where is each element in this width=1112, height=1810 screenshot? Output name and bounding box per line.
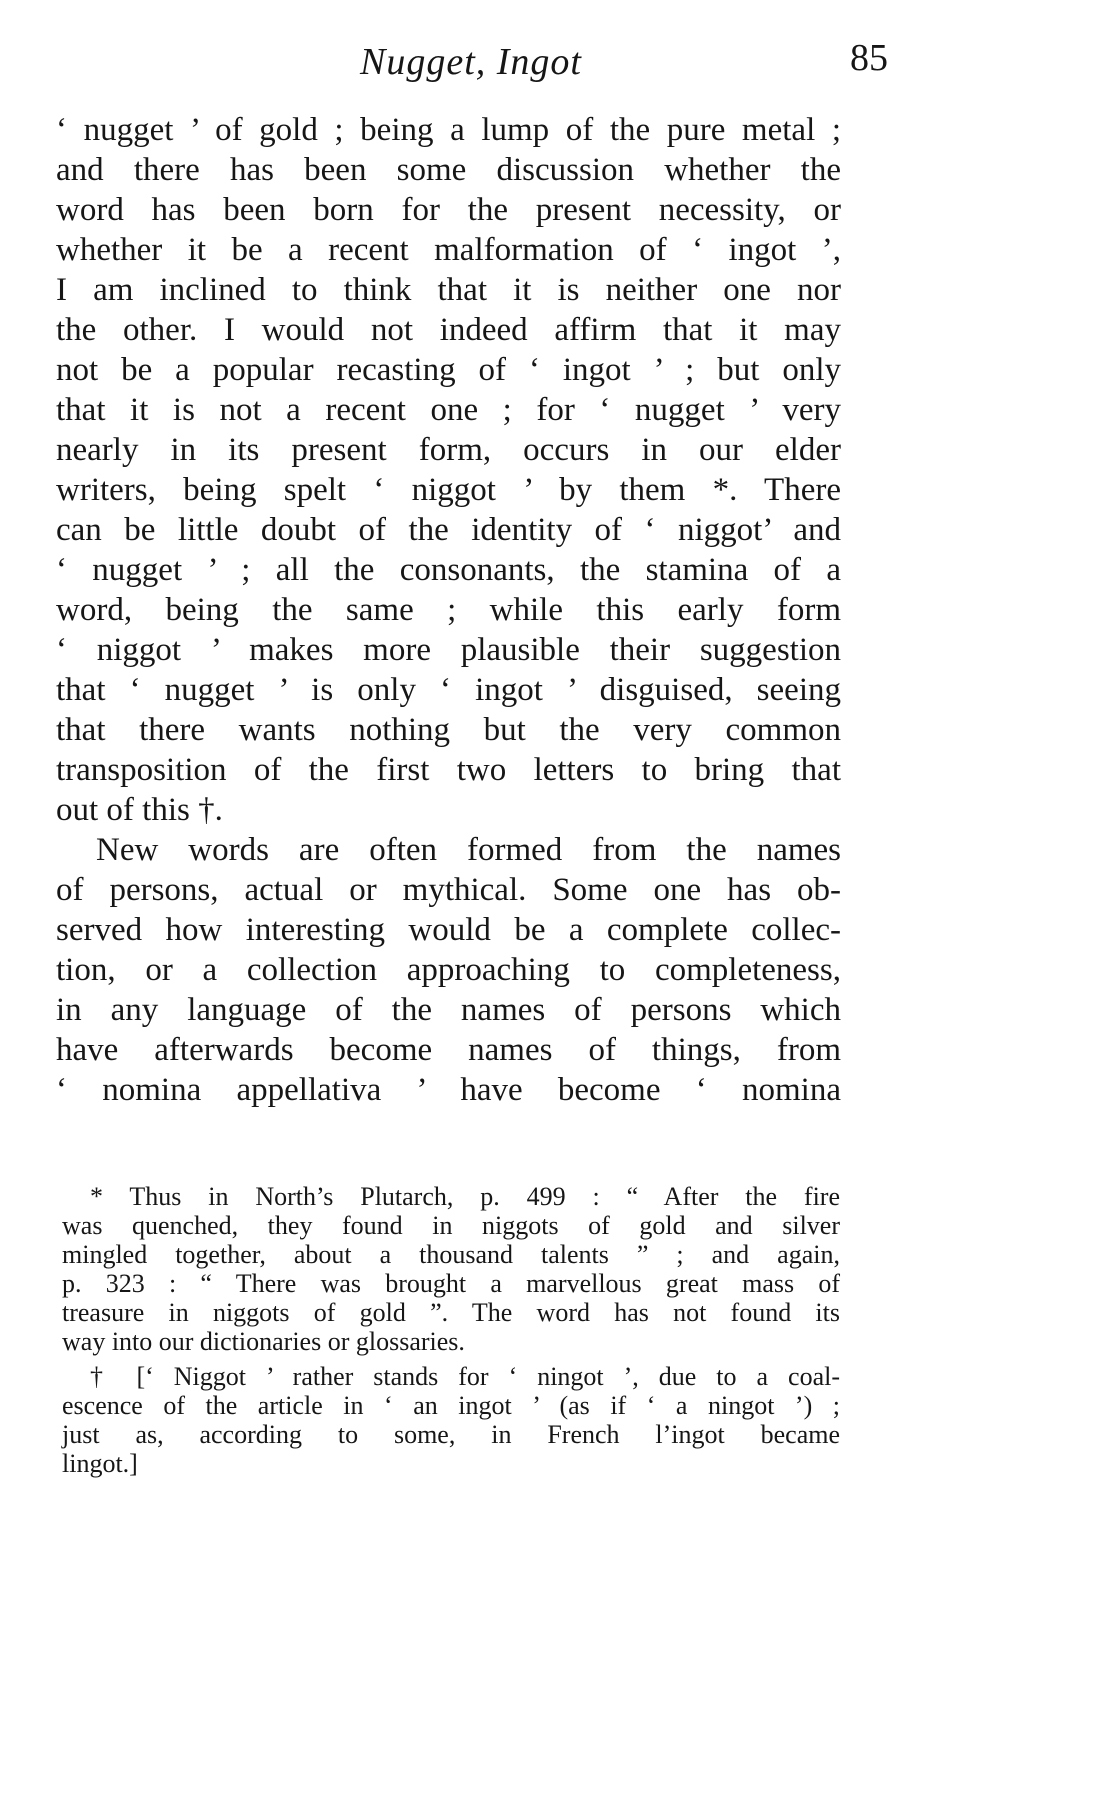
footnote-line: way into our dictionaries or glossaries. — [62, 1327, 465, 1356]
footnote-line: escence of the article in ‘ an ingot ’ (as if ‘ a ningot ’) ; — [62, 1391, 840, 1420]
body-line: nearly in its present form, occurs in our elder — [56, 432, 841, 468]
body-line: can be little doubt of the identity of ‘ niggot’ and — [56, 512, 841, 548]
paragraph-end-line: out of this †. — [56, 792, 223, 828]
running-title: Nugget, Ingot — [360, 41, 582, 83]
body-line: writers, being spelt ‘ niggot ’ by them *. There — [56, 472, 841, 508]
body-line: and there has been some discussion whether the — [56, 152, 841, 188]
running-head — [60, 36, 960, 86]
body-line: that ‘ nugget ’ is only ‘ ingot ’ disguised, seeing — [56, 672, 841, 708]
body-line: that it is not a recent one ; for ‘ nugget ’ very — [56, 392, 841, 428]
body-text — [56, 110, 841, 1110]
body-line: word, being the same ; while this early form — [56, 592, 841, 628]
footnote-line: lingot.] — [62, 1449, 138, 1478]
paragraph-start-line: New words are often formed from the names — [96, 832, 841, 868]
body-line: word has been born for the present necessity, or — [56, 192, 841, 228]
footnote-line: † [‘ Niggot ’ rather stands for ‘ ningot ’, due to a coal- — [90, 1362, 840, 1391]
body-line: the other. I would not indeed affirm that it may — [56, 312, 841, 348]
footnote-line: was quenched, they found in niggots of gold and silver — [62, 1211, 840, 1240]
footnote-line: just as, according to some, in French l’ingot became — [62, 1420, 840, 1449]
body-line: transposition of the first two letters to bring that — [56, 752, 841, 788]
body-line: that there wants nothing but the very common — [56, 712, 841, 748]
footnote-line: * Thus in North’s Plutarch, p. 499 : “ After the fire — [90, 1182, 840, 1211]
footnote-line: mingled together, about a thousand talents ” ; and again, — [62, 1240, 840, 1269]
body-line: ‘ nomina appellativa ’ have become ‘ nomina — [56, 1072, 841, 1108]
footnote-line: treasure in niggots of gold ”. The word has not found its — [62, 1298, 840, 1327]
footnotes — [62, 1182, 840, 1478]
body-line: I am inclined to think that it is neither one nor — [56, 272, 841, 308]
body-line: ‘ niggot ’ makes more plausible their suggestion — [56, 632, 841, 668]
body-line: in any language of the names of persons which — [56, 992, 841, 1028]
body-line: of persons, actual or mythical. Some one has ob- — [56, 872, 841, 908]
footnote-line: p. 323 : “ There was brought a marvellous great mass of — [62, 1269, 840, 1298]
body-line: have afterwards become names of things, from — [56, 1032, 841, 1068]
body-line: ‘ nugget ’ of gold ; being a lump of the pure metal ; — [56, 112, 841, 148]
body-line: tion, or a collection approaching to completeness, — [56, 952, 841, 988]
body-line: ‘ nugget ’ ; all the consonants, the stamina of a — [56, 552, 841, 588]
page-number: 85 — [850, 37, 888, 79]
body-line: not be a popular recasting of ‘ ingot ’ ; but only — [56, 352, 841, 388]
body-line: whether it be a recent malformation of ‘ ingot ’, — [56, 232, 841, 268]
body-line: served how interesting would be a complete collec- — [56, 912, 841, 948]
